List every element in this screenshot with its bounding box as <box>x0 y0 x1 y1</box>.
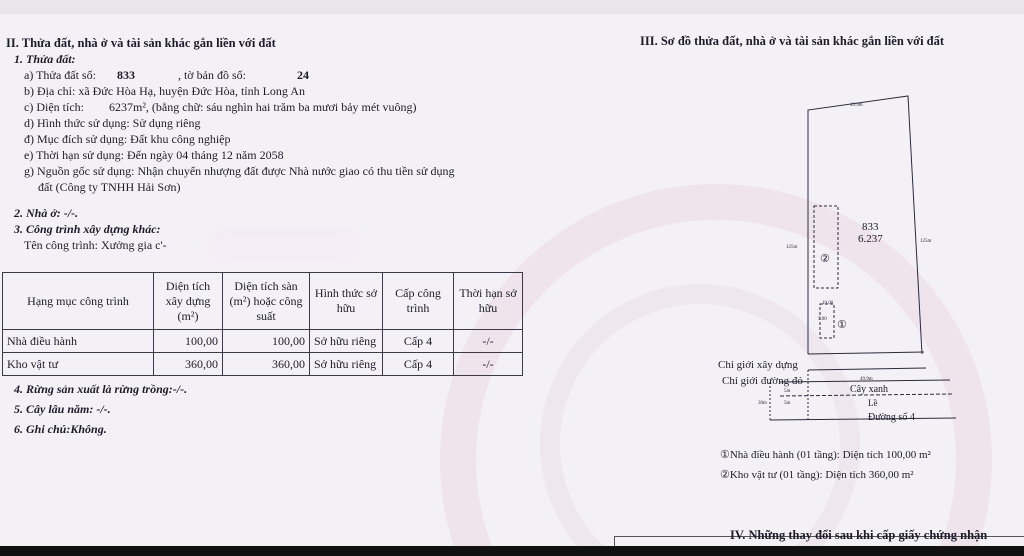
bottom-dimension: 49.9m <box>860 377 873 382</box>
land-heading: 1. Thửa đất: <box>14 52 76 66</box>
table-cell: Kho vật tư <box>3 353 154 376</box>
road-line <box>770 418 956 420</box>
bottom-edge <box>0 546 1024 556</box>
table-cell: Cấp 4 <box>383 353 454 376</box>
table-header: Diện tích sàn (m²) hoặc công suất <box>223 273 310 330</box>
table-cell: -/- <box>454 330 523 353</box>
table-header: Diện tích xây dựng (m²) <box>154 273 223 330</box>
section-ii-title: II. Thửa đất, nhà ở và tài sản khác gắn liền với đất <box>6 36 276 50</box>
parcel-map <box>700 94 1000 424</box>
parcel-line <box>24 68 309 82</box>
inner-dimension-2: 5.00 <box>818 317 827 322</box>
area-label: c) Diện tích: <box>24 100 84 114</box>
table-header: Thời hạn sở hữu <box>454 273 523 330</box>
work-name: Tên công trình: Xưởng gia c'- <box>24 238 167 252</box>
map-sheet-number: 24 <box>296 68 309 82</box>
road-width: 30m <box>758 401 767 406</box>
legend-building-1: ①Nhà điều hành (01 tầng): Diện tích 100,00 m² <box>720 449 931 461</box>
parcel-number-label: 833 <box>862 221 879 233</box>
table-row <box>3 353 523 376</box>
origin-line-2: đất (Công ty TNHH Hải Sơn) <box>38 180 181 194</box>
construction-line <box>808 352 924 354</box>
inner-dimension-1: 10.00 <box>822 301 834 306</box>
building-2-marker: ② <box>820 252 830 265</box>
address-line: b) Địa chỉ: xã Đức Hòa Hạ, huyện Đức Hòa, tỉnh Long An <box>24 84 305 98</box>
parcel-label: a) Thửa đất số: <box>24 68 96 82</box>
green-label: Cây xanh <box>850 384 889 395</box>
usage-form-line: d) Hình thức sử dụng: Sử dụng riêng <box>24 116 201 130</box>
table-cell: 100,00 <box>223 330 310 353</box>
perennial-line: 5. Cây lâu năm: -/-. <box>14 402 111 416</box>
other-works-heading: 3. Công trình xây dựng khác: <box>14 222 161 236</box>
table-cell: 360,00 <box>223 353 310 376</box>
table-cell: Sở hữu riêng <box>310 330 383 353</box>
strip-width-1: 5m <box>784 389 791 394</box>
section-iv-title: IV. Những thay đổi sau khi cấp giấy chứng nhận <box>730 528 988 542</box>
table-header: Cấp công trình <box>383 273 454 330</box>
origin-line-1: g) Nguồn gốc sử dụng: Nhận chuyển nhượng đất được Nhà nước giao có thu tiền sử dụng <box>24 164 455 178</box>
redaction-blur <box>210 228 360 264</box>
road-line-label: Chỉ giới đường đỏ <box>722 375 803 387</box>
top-edge <box>0 0 1024 14</box>
house-heading: 2. Nhà ở: -/-. <box>14 206 79 220</box>
table-header: Hình thức sở hữu <box>310 273 383 330</box>
right-dimension: 125m <box>920 239 932 244</box>
works-table <box>2 272 523 376</box>
road-red-line <box>808 368 926 370</box>
map-sheet-label: , tờ bản đồ số: <box>177 68 246 82</box>
usage-term-line: e) Thời hạn sử dụng: Đến ngày 04 tháng 12 năm 2058 <box>24 148 284 162</box>
table-row <box>3 330 523 353</box>
note-line: 6. Ghi chú:Không. <box>14 422 107 436</box>
table-cell: 100,00 <box>154 330 223 353</box>
table-header: Hạng mục công trình <box>3 273 154 330</box>
forest-line: 4. Rừng sản xuất là rừng trồng:-/-. <box>14 382 188 396</box>
usage-purpose-line: đ) Mục đích sử dụng: Đất khu công nghiệp <box>24 132 231 146</box>
parcel-area-label: 6.237 <box>858 233 883 245</box>
area-line <box>24 100 417 114</box>
parcel-number: 833 <box>116 68 135 82</box>
table-cell: Sở hữu riêng <box>310 353 383 376</box>
table-cell: Cấp 4 <box>383 330 454 353</box>
section-iii-title: III. Sơ đồ thửa đất, nhà ở và tài sản khác gắn liền với đất <box>640 34 945 48</box>
building-1-marker: ① <box>837 318 847 331</box>
table-header-row <box>3 273 523 330</box>
strip-width-2: 5m <box>784 401 791 406</box>
legend-building-2: ②Kho vật tư (01 tầng): Diện tích 360,00 m² <box>720 469 914 481</box>
left-dimension: 125m <box>786 245 798 250</box>
area-value: 6237m², (bằng chữ: sáu nghìn hai trăm ba mươi bảy mét vuông) <box>108 100 417 114</box>
table-cell: Nhà điều hành <box>3 330 154 353</box>
sidewalk-label: Lề <box>868 398 878 408</box>
table-cell: -/- <box>454 353 523 376</box>
table-cell: 360,00 <box>154 353 223 376</box>
certificate-page <box>0 14 1024 546</box>
top-dimension: 49.9m <box>850 103 863 108</box>
construction-line-label: Chỉ giới xây dựng <box>718 359 798 371</box>
road-name-label: Đường số 4 <box>868 412 915 423</box>
building-2-outline <box>814 206 838 288</box>
